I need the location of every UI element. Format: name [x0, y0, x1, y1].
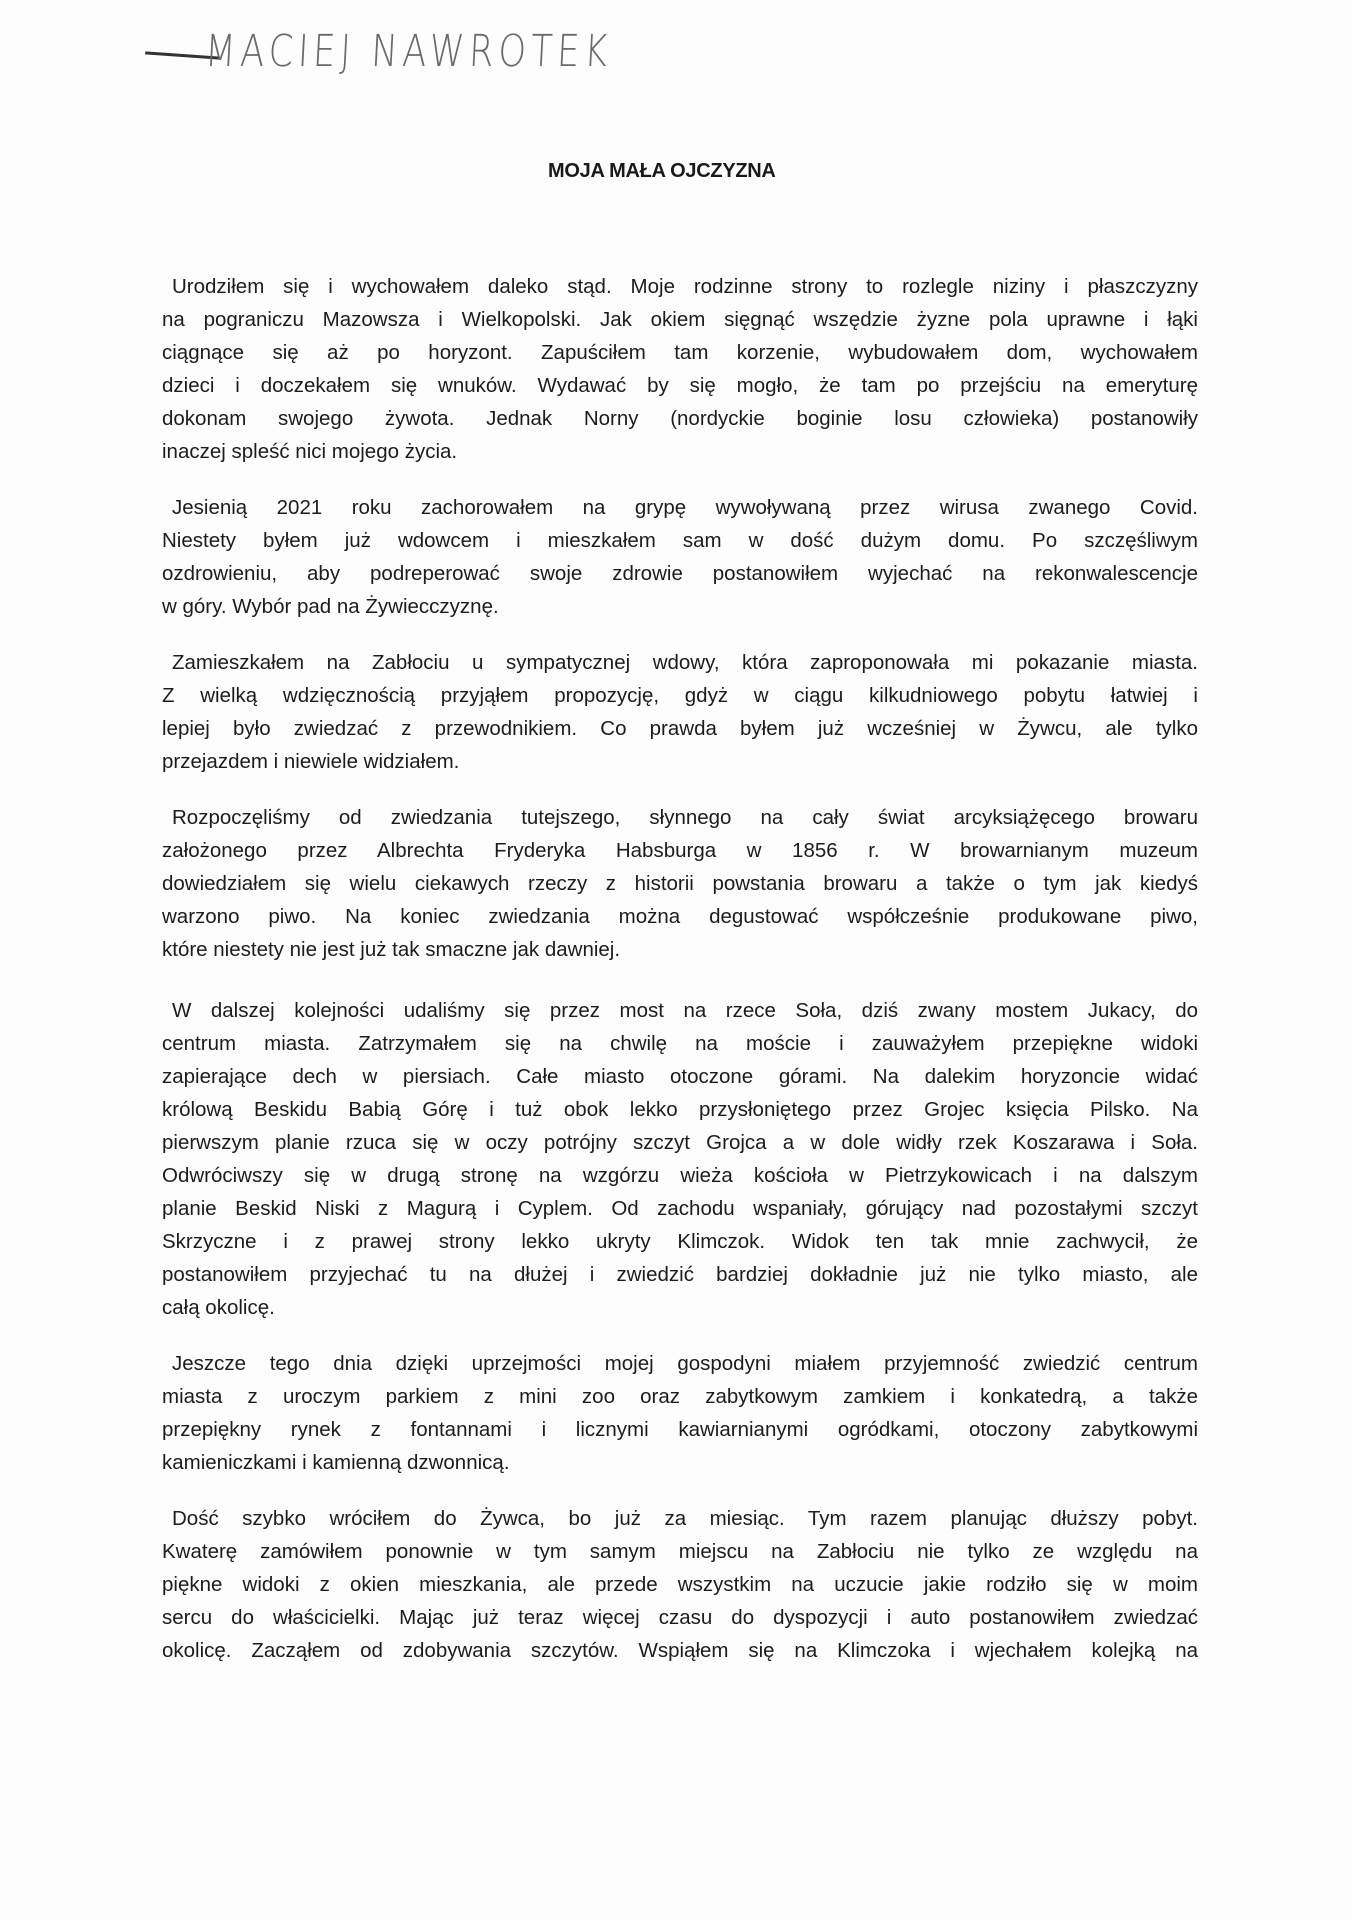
paragraph	[162, 994, 1198, 1324]
paragraph-line: Z wielką wdzięcznością przyjąłem propozycję, gdyż w ciągu kilkudniowego pobytu łatwiej i	[162, 684, 1198, 707]
paragraph-line: Jesienią 2021 roku zachorowałem na grypę wywoływaną przez wirusa zwanego Covid.	[172, 496, 1198, 519]
paragraph-line: Kwaterę zamówiłem ponownie w tym samym miejscu na Zabłociu nie tylko ze względu na	[162, 1540, 1198, 1563]
paragraph-line: pierwszym planie rzuca się w oczy potrójny szczyt Grojca a w dole widły rzek Koszarawa i Soła.	[162, 1131, 1198, 1154]
paragraph-line: królową Beskidu Babią Górę i tuż obok lekko przysłoniętego przez Grojec księcia Pilsko. Na	[162, 1098, 1198, 1121]
paragraph-line: Zamieszkałem na Zabłociu u sympatycznej wdowy, która zaproponowała mi pokazanie miasta.	[172, 651, 1198, 674]
paragraph	[162, 1347, 1198, 1479]
paragraph-line: zapierające dech w piersiach. Całe miasto otoczone górami. Na dalekim horyzoncie widać	[162, 1065, 1198, 1088]
paragraph	[162, 1502, 1198, 1667]
paragraph-line: Jeszcze tego dnia dzięki uprzejmości mojej gospodyni miałem przyjemność zwiedzić centrum	[172, 1352, 1198, 1375]
paragraph-line: całą okolicę.	[162, 1296, 275, 1319]
paragraph-line: sercu do właścicielki. Mając już teraz więcej czasu do dyspozycji i auto postanowiłem zwiedzać	[162, 1606, 1198, 1629]
paragraph-line: Niestety byłem już wdowcem i mieszkałem sam w dość dużym domu. Po szczęśliwym	[162, 529, 1198, 552]
paragraph-line: Urodziłem się i wychowałem daleko stąd. Moje rodzinne strony to rozlegle niziny i płaszczyzny	[172, 275, 1198, 298]
paragraph-line: na pograniczu Mazowsza i Wielkopolski. Jak okiem sięgnąć wszędzie żyzne pola uprawne i łąki	[162, 308, 1198, 331]
paragraph-line: inaczej spleść nici mojego życia.	[162, 440, 458, 463]
document-body	[162, 270, 1198, 1690]
paragraph-line: w góry. Wybór pad na Żywiecczyznę.	[162, 595, 499, 618]
paragraph-line: Skrzyczne i z prawej strony lekko ukryty Klimczok. Widok ten tak mnie zachwycił, że	[162, 1230, 1198, 1253]
paragraph-line: miasta z uroczym parkiem z mini zoo oraz zabytkowym zamkiem i konkatedrą, a także	[162, 1385, 1198, 1408]
paragraph-line: które niestety nie jest już tak smaczne jak dawniej.	[162, 938, 621, 961]
paragraph-line: dowiedziałem się wielu ciekawych rzeczy z historii powstania browaru a także o tym jak kiedyś	[162, 872, 1198, 895]
paragraph	[162, 270, 1198, 468]
handwritten-author-name: MACIEJ NAWROTEK	[203, 26, 614, 77]
paragraph-line: planie Beskid Niski z Magurą i Cyplem. Od zachodu wspaniały, górujący nad pozostałymi szczyt	[162, 1197, 1198, 1220]
document-title: MOJA MAŁA OJCZYZNA	[548, 160, 776, 182]
paragraph-line: ozdrowieniu, aby podreperować swoje zdrowie postanowiłem wyjechać na rekonwalescencje	[162, 562, 1198, 585]
paragraph-line: Rozpoczęliśmy od zwiedzania tutejszego, słynnego na cały świat arcyksiążęcego browaru	[172, 806, 1198, 829]
paragraph-line: dokonam swojego żywota. Jednak Norny (nordyckie boginie losu człowieka) postanowiły	[162, 407, 1198, 430]
paragraph-line: Odwróciwszy się w drugą stronę na wzgórzu wieża kościoła w Pietrzykowicach i na dalszym	[162, 1164, 1198, 1187]
paragraph-line: okolicę. Zacząłem od zdobywania szczytów. Wspiąłem się na Klimczoka i wjechałem kolejką na	[162, 1639, 1198, 1662]
paragraph-line: Dość szybko wróciłem do Żywca, bo już za miesiąc. Tym razem planując dłuższy pobyt.	[172, 1507, 1198, 1530]
paragraph-line: przejazdem i niewiele widziałem.	[162, 750, 460, 773]
paragraph-line: dzieci i doczekałem się wnuków. Wydawać by się mogło, że tam po przejściu na emeryturę	[162, 374, 1198, 397]
paragraph-line: ciągnące się aż po horyzont. Zapuściłem tam korzenie, wybudowałem dom, wychowałem	[162, 341, 1198, 364]
paragraph	[162, 801, 1198, 966]
paragraph-line: piękne widoki z okien mieszkania, ale przede wszystkim na uczucie jakie rodziło się w moim	[162, 1573, 1198, 1596]
paragraph-line: centrum miasta. Zatrzymałem się na chwilę na moście i zauważyłem przepiękne widoki	[162, 1032, 1198, 1055]
paragraph-line: postanowiłem przyjechać tu na dłużej i zwiedzić bardziej dokładnie już nie tylko miasto, ale	[162, 1263, 1198, 1286]
paragraph-line: przepiękny rynek z fontannami i licznymi kawiarnianymi ogródkami, otoczony zabytkowymi	[162, 1418, 1198, 1441]
paragraph	[162, 491, 1198, 623]
paragraph	[162, 646, 1198, 778]
paragraph-line: lepiej było zwiedzać z przewodnikiem. Co prawda byłem już wcześniej w Żywcu, ale tylko	[162, 717, 1198, 740]
handwritten-author-note	[148, 20, 712, 90]
paragraph-line: założonego przez Albrechta Fryderyka Habsburga w 1856 r. W browarnianym muzeum	[162, 839, 1198, 862]
paragraph-line: W dalszej kolejności udaliśmy się przez most na rzece Soła, dziś zwany mostem Jukacy, do	[172, 999, 1198, 1022]
paragraph-line: warzono piwo. Na koniec zwiedzania można degustować współcześnie produkowane piwo,	[162, 905, 1198, 928]
paragraph-line: kamieniczkami i kamienną dzwonnicą.	[162, 1451, 510, 1474]
